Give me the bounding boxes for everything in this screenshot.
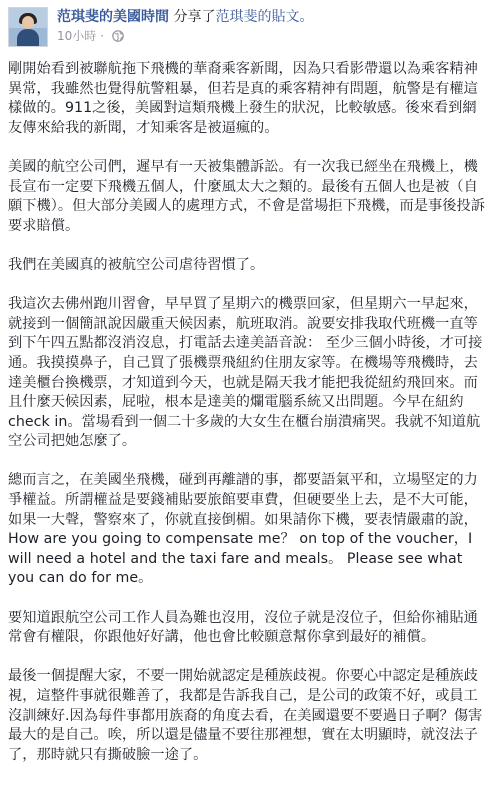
page-name-link[interactable]: 范琪斐的美國時間 [57,9,169,25]
post-paragraph: 我們在美國真的被航空公司虐待習慣了。 [8,256,265,273]
globe-icon[interactable] [112,30,124,45]
post-paragraph: 最後一個提醒大家，不要一開始就認定是種族歧視。你要心中認定是種族歧視，這整件事就很難善了，我都是告訴我自己，是公司的政策不好，或員工沒訓練好.因為每件事都用族裔的角度去看，在美國還要不要過日子啊？傷害最大的是自己。唉，所以還是儘量不要往那裡想，實在太明顯時，就沒法子了，那時就只有撕破臉一途了。 [8,668,483,763]
meta-separator: · [100,29,104,43]
post-header [0,0,494,50]
post-paragraph: 我這次去佛州跑川習會，早早買了星期六的機票回家，但星期六一早起來，就接到一個簡訊說因嚴重天候因素，航班取消。說要安排我取代班機一直等到下午四五點都沒消沒息，打電話去達美語音說： 至少三個小時後，才可接通。我摸摸鼻子，自己買了張機票飛紐約住朋友家等。在機場等飛機時，去達美櫃台換機票，才知道到今天，也就是隔天我才能把我從紐約飛回來。而且什麼天候因素，屁啦，根本是達美的爛電腦系統又出問題。今早在紐約check in。當場看到一個二十多歲的大女生在櫃台崩潰痛哭。我就不知道航空公司把她怎麼了。 [8,296,483,450]
post-paragraph: 剛開始看到被聯航拖下飛機的華裔乘客新聞，因為只看影帶還以為乘客精神異常，我雖然也覺得航警粗暴，但若是真的乘客精神有問題，航警是有權這樣做的。911之後，美國對這類飛機上發生的狀況，比較敏感。後來看到網友傳來給我的新聞，才知乘客是被逼瘋的。 [8,61,478,136]
post-meta [57,29,124,45]
post-paragraph: 要知道跟航空公司工作人員為難也沒用，沒位子就是沒位子，但給你補貼通常會有權限，你跟他好好講，他也會比較願意幫你拿到最好的補償。 [8,609,478,646]
post-paragraph: 總而言之，在美國坐飛機，碰到再離譜的事，都要語氣平和，立場堅定的力爭權益。所謂權益是要錢補貼要旅館要車費，但硬要坐上去，是不大可能，如果一大聲，警察來了，你就直接倒楣。如果請你下機，要表情嚴肅的說，How are you going to compensate me？ on top of the voucher，I will need a hotel and the taxi fare and meals。 Please see what you can do for me。 [8,472,478,587]
post-title-line [57,9,313,26]
post-paragraph: 美國的航空公司們，遲早有一天被集體訴訟。有一次我已經坐在飛機上，機長宣布一定要下飛機五個人，什麼風太大之類的。最後有五個人也是被（自願下機）。但大部分美國人的處理方式，不會是當場拒下飛機，而是事後投訴要求賠償。 [8,158,485,234]
original-post-link[interactable]: 范琪斐的貼文。 [215,9,314,25]
page-avatar[interactable] [8,7,48,47]
post-body [8,60,488,785]
shared-text: 分享了 [173,9,216,25]
post-timestamp[interactable]: 10小時 [57,29,97,43]
